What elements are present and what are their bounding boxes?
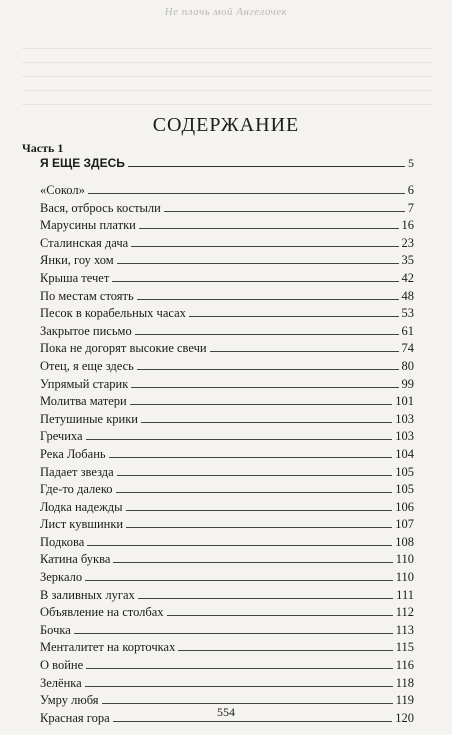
leader-dots bbox=[86, 668, 393, 669]
toc-entry bbox=[40, 552, 414, 570]
part-label: Часть 1 bbox=[22, 141, 64, 155]
entry-title: Гречиха bbox=[40, 429, 83, 444]
entry-title: Умру любя bbox=[40, 693, 99, 708]
toc-entry bbox=[40, 447, 414, 465]
entry-page: 6 bbox=[407, 183, 414, 197]
leader-dots bbox=[113, 562, 392, 563]
entry-title: В заливных лугах bbox=[40, 587, 135, 602]
leader-dots bbox=[117, 263, 399, 264]
entry-page: 42 bbox=[401, 270, 414, 285]
toc-entry bbox=[40, 341, 414, 359]
entry-page: 108 bbox=[395, 534, 414, 549]
entry-title: Вася, отбрось костыли bbox=[40, 200, 161, 215]
leader-dots bbox=[189, 316, 399, 317]
entry-title: Река Лобань bbox=[40, 446, 106, 461]
entry-title: Янки, гоу хом bbox=[40, 253, 114, 268]
toc-entry bbox=[40, 676, 414, 694]
contents-title: СОДЕРЖАНИЕ bbox=[152, 114, 300, 136]
leader-dots bbox=[137, 369, 399, 370]
entry-title: Упрямый старик bbox=[40, 376, 129, 391]
leader-dots bbox=[85, 686, 393, 687]
entry-title: Подкова bbox=[40, 534, 85, 549]
show-through-line bbox=[22, 76, 432, 77]
running-header: Не плачь мой Ангелочек bbox=[164, 6, 288, 18]
entry-title: Отец, я еще здесь bbox=[40, 358, 134, 373]
entry-page: 35 bbox=[401, 253, 414, 268]
toc-entry bbox=[40, 324, 414, 342]
toc-entry bbox=[40, 517, 414, 535]
toc-entry bbox=[40, 465, 414, 483]
leader-dots bbox=[138, 598, 393, 599]
entry-title: Марусины платки bbox=[40, 218, 136, 233]
entry-page: 23 bbox=[401, 235, 414, 250]
entry-page: 7 bbox=[407, 200, 414, 215]
leader-dots bbox=[86, 439, 393, 440]
entry-page: 115 bbox=[395, 640, 414, 655]
entry-page: 119 bbox=[395, 693, 414, 708]
entry-page: 103 bbox=[395, 411, 414, 426]
entry-title: Где-то далеко bbox=[40, 482, 113, 497]
toc-entry bbox=[40, 623, 414, 641]
entry-page: 110 bbox=[395, 552, 414, 567]
show-through-line bbox=[22, 48, 432, 49]
toc-entry bbox=[40, 658, 414, 676]
entry-title: Пока не догорят высокие свечи bbox=[40, 341, 207, 356]
leader-dots bbox=[109, 457, 393, 458]
toc-entry bbox=[40, 588, 414, 606]
entry-title: Песок в корабельных часах bbox=[40, 306, 186, 321]
entry-title: Петушиные крики bbox=[40, 411, 138, 426]
entry-page: 101 bbox=[395, 394, 414, 409]
toc-entry bbox=[40, 183, 414, 201]
leader-dots bbox=[135, 334, 399, 335]
leader-dots bbox=[87, 545, 392, 546]
toc-entry bbox=[40, 500, 414, 518]
entry-title: Сталинская дача bbox=[40, 235, 129, 250]
toc-entry bbox=[40, 570, 414, 588]
leader-dots bbox=[137, 299, 399, 300]
entry-page: 110 bbox=[395, 570, 414, 585]
entry-title: Объявление на столбах bbox=[40, 605, 164, 620]
toc-list bbox=[40, 183, 414, 728]
entry-page: 61 bbox=[401, 323, 414, 338]
leader-dots bbox=[128, 166, 405, 167]
show-through-line bbox=[22, 104, 432, 105]
toc-entry bbox=[40, 482, 414, 500]
entry-page: 104 bbox=[395, 446, 414, 461]
entry-title: «Сокол» bbox=[40, 183, 85, 197]
leader-dots bbox=[88, 193, 405, 194]
show-through-line bbox=[22, 62, 432, 63]
entry-title: Бочка bbox=[40, 622, 71, 637]
entry-title: Менталитет на корточках bbox=[40, 640, 176, 655]
leader-dots bbox=[167, 615, 393, 616]
entry-title: Падает звезда bbox=[40, 464, 114, 479]
entry-page: 113 bbox=[395, 622, 414, 637]
entry-title: Крыша течет bbox=[40, 270, 110, 285]
toc-entry bbox=[40, 394, 414, 412]
entry-page: 99 bbox=[401, 376, 414, 391]
section-heading bbox=[40, 156, 414, 171]
leader-dots bbox=[116, 492, 393, 493]
entry-title: Красная гора bbox=[40, 710, 110, 725]
entry-title: Молитва матери bbox=[40, 394, 127, 409]
entry-title: О войне bbox=[40, 658, 84, 673]
entry-page: 120 bbox=[395, 710, 414, 725]
toc-entry bbox=[40, 605, 414, 623]
entry-page: 116 bbox=[395, 658, 414, 673]
section-title: Я ЕЩЕ ЗДЕСЬ bbox=[40, 156, 125, 170]
section-page: 5 bbox=[408, 156, 414, 170]
entry-title: Катина буква bbox=[40, 552, 111, 567]
leader-dots bbox=[141, 422, 392, 423]
toc-entry bbox=[40, 640, 414, 658]
toc-entry bbox=[40, 412, 414, 430]
entry-title: Зеркало bbox=[40, 570, 83, 585]
entry-page: 103 bbox=[395, 429, 414, 444]
entry-page: 107 bbox=[395, 517, 414, 532]
entry-page: 48 bbox=[401, 288, 414, 303]
entry-page: 105 bbox=[395, 464, 414, 479]
entry-title: Лист кувшинки bbox=[40, 517, 124, 532]
leader-dots bbox=[113, 721, 393, 722]
toc-entry bbox=[40, 377, 414, 395]
entry-title: Зелёнка bbox=[40, 675, 82, 690]
leader-dots bbox=[74, 633, 393, 634]
leader-dots bbox=[112, 281, 398, 282]
entry-page: 112 bbox=[395, 605, 414, 620]
toc-entry bbox=[40, 429, 414, 447]
toc-entry bbox=[40, 253, 414, 271]
entry-title: По местам стоять bbox=[40, 288, 134, 303]
leader-dots bbox=[131, 387, 398, 388]
entry-page: 105 bbox=[395, 482, 414, 497]
entry-page: 74 bbox=[401, 341, 414, 356]
entry-page: 16 bbox=[401, 218, 414, 233]
entry-page: 80 bbox=[401, 358, 414, 373]
leader-dots bbox=[85, 580, 393, 581]
leader-dots bbox=[126, 510, 393, 511]
leader-dots bbox=[130, 404, 393, 405]
leader-dots bbox=[178, 650, 392, 651]
entry-page: 118 bbox=[395, 675, 414, 690]
toc-entry bbox=[40, 271, 414, 289]
toc-entry bbox=[40, 218, 414, 236]
leader-dots bbox=[210, 351, 399, 352]
toc-entry bbox=[40, 535, 414, 553]
leader-dots bbox=[126, 527, 392, 528]
page-number: 554 bbox=[217, 705, 235, 719]
leader-dots bbox=[164, 211, 405, 212]
leader-dots bbox=[117, 475, 393, 476]
toc-entry bbox=[40, 201, 414, 219]
entry-page: 111 bbox=[396, 587, 414, 602]
toc-entry bbox=[40, 306, 414, 324]
toc-entry bbox=[40, 289, 414, 307]
entry-title: Закрытое письмо bbox=[40, 323, 132, 338]
toc-entry bbox=[40, 236, 414, 254]
entry-title: Лодка надежды bbox=[40, 499, 123, 514]
show-through-line bbox=[22, 90, 432, 91]
toc-entry bbox=[40, 359, 414, 377]
leader-dots bbox=[139, 228, 399, 229]
entry-page: 53 bbox=[401, 306, 414, 321]
entry-page: 106 bbox=[395, 499, 414, 514]
leader-dots bbox=[131, 246, 398, 247]
